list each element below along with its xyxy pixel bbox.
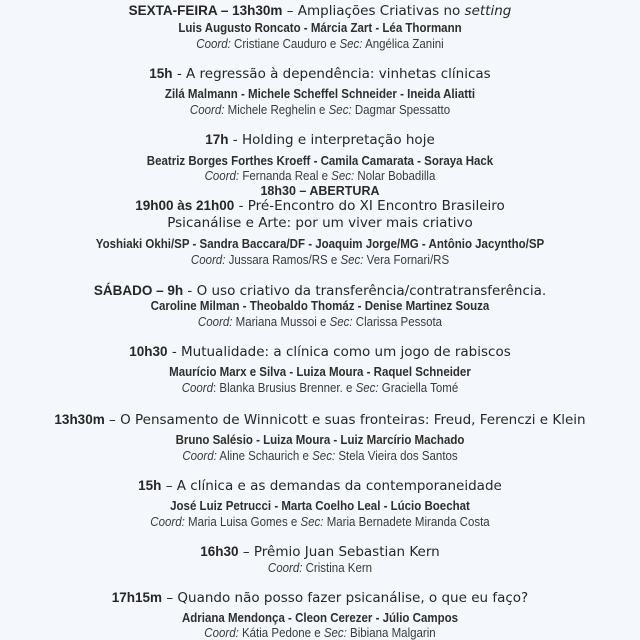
session-topic: Pré-Encontro do XI Encontro Brasileiro [247,198,505,214]
session-topic: O Pensamento de Winnicott e suas fronteiras: Freud, Ferenczi e Klein [120,412,586,428]
session-subtitle: Psicanálise e Arte: por um viver mais criativo [167,215,473,231]
session-speakers: Caroline Milman - Theobaldo Thomáz - Denise Martinez Souza [150,299,490,313]
session-time: 10h30 [129,344,168,359]
session-title: 17h15m – Quando não posso fazer psicanálise, o que eu faço? [111,590,529,606]
session-title: 13h30m – O Pensamento de Winnicott e suas fronteiras: Freud, Ferenczi e Klein [54,412,586,428]
session-time: 13h30m [54,412,105,427]
session-topic: Ampliações Criativas no [297,3,465,19]
session-coordination: Coord: Mariana Mussoi e Sec: Clarissa Pessota [197,315,443,329]
opening-label: 18h30 – ABERTURA [260,184,380,198]
session-title: 17h - Holding e interpretação hoje [205,132,435,148]
session-topic: O uso criativo da transferência/contratransferência. [196,283,547,299]
session-title: 16h30 – Prêmio Juan Sebastian Kern [200,544,440,560]
session-speakers: Yoshiaki Okhi/SP - Sandra Baccara/DF - Joaquim Jorge/MG - Antônio Jacyntho/SP [95,237,545,251]
session-speakers: Luis Augusto Roncato - Márcia Zart - Léa Thormann [178,21,462,35]
session-title: 10h30 - Mutualidade: a clínica como um jogo de rabiscos [129,344,511,360]
session-title: SÁBADO – 9h - O uso criativo da transferência/contratransferência. [93,283,547,299]
session-topic: A clínica e as demandas da contemporaneidade [176,478,502,494]
session-time: 17h15m [111,590,163,605]
session-topic: Quando não posso fazer psicanálise, o que eu faço? [177,590,529,606]
session-coordination: Coord: Cristina Kern [267,561,373,575]
session-topic-italic: setting [464,3,512,19]
session-coordination: Coord: Aline Schaurich e Sec: Stela Vieira dos Santos [182,449,458,463]
session-speakers: Zilá Malmann - Michele Scheffel Schneider - Ineida Aliatti [164,87,476,101]
session-time: 19h00 às 21h00 [135,198,235,213]
session-topic: Prêmio Juan Sebastian Kern [253,544,440,560]
session-topic: Holding e interpretação hoje [241,132,435,148]
session-speakers: Maurício Marx e Silva - Luiza Moura - Raquel Schneider [169,365,471,379]
session-coordination: Coord: Michele Reghelin e Sec: Dagmar Spessatto [189,103,451,117]
session-topic: Mutualidade: a clínica como um jogo de rabiscos [181,344,511,360]
session-time: SEXTA-FEIRA – 13h30m [128,3,283,18]
session-title: 15h - A regressão à dependência: vinhetas clínicas [149,66,491,82]
session-coordination: Coord: Fernanda Real e Sec: Nolar Bobadilla [204,169,436,183]
session-coordination: Coord: Cristiane Cauduro e Sec: Angélica Zanini [196,37,444,51]
session-topic: A regressão à dependência: vinhetas clínicas [186,66,491,82]
session-speakers: Adriana Mendonça - Cleon Cerezer - Júlio Campos [181,611,459,625]
session-title: 15h – A clínica e as demandas da contemporaneidade [138,478,502,494]
session-coordination: Coord: Blanka Brusius Brenner. e Sec: Graciella Tomé [181,381,459,395]
session-speakers: Bruno Salésio - Luiza Moura - Luiz Marcírio Machado [175,433,465,447]
session-time: 15h [138,478,162,493]
session-time: 16h30 [200,544,239,559]
session-title: 19h00 às 21h00 - Pré-Encontro do XI Encontro Brasileiro [135,198,505,214]
session-time: 15h [149,66,173,81]
session-time: SÁBADO – 9h [93,283,184,298]
session-speakers: José Luiz Petrucci - Marta Coelho Leal - Lúcio Boechat [170,499,470,513]
session-time: 17h [205,132,229,147]
session-coordination: Coord: Jussara Ramos/RS e Sec: Vera Fornari/RS [190,253,450,267]
session-coordination: Coord: Maria Luisa Gomes e Sec: Maria Bernadete Miranda Costa [150,515,490,529]
session-title: SEXTA-FEIRA – 13h30m – Ampliações Criativas no setting [128,3,512,19]
session-coordination: Coord: Kátia Pedone e Sec: Bibiana Malgarin [204,626,436,640]
session-speakers: Beatriz Borges Forthes Kroeff - Camila Camarata - Soraya Hack [146,154,494,168]
